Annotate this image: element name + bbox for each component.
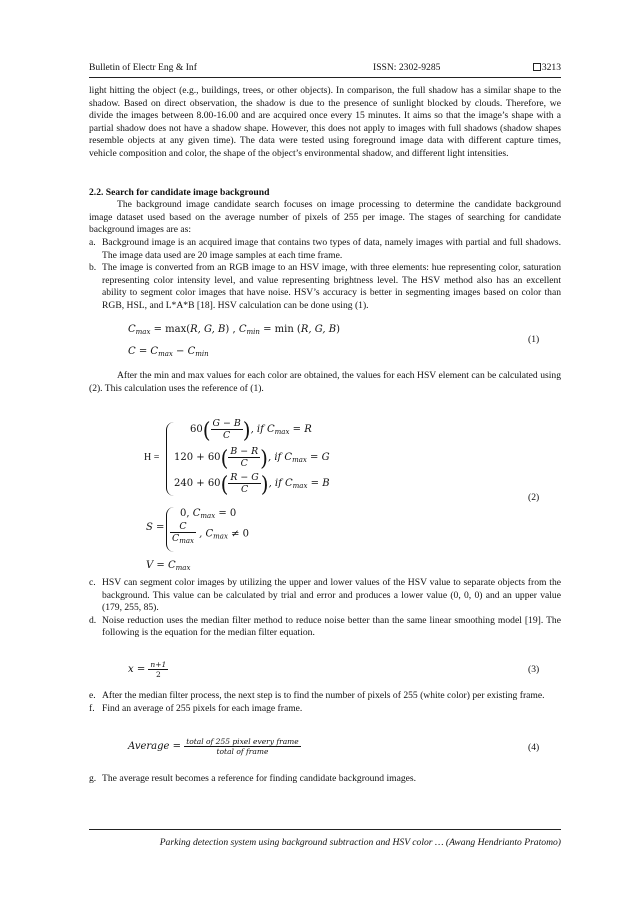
brace <box>166 422 174 496</box>
equation-2-s-lhs: S = <box>146 522 165 533</box>
list-item-text: The average result becomes a reference for finding candidate background images. <box>102 773 417 784</box>
equation-2-s-case-2: $\frac{C}{C_{max}}$ , $C_{max} \ne 0$ <box>172 521 250 545</box>
equation-1-line-1: $C_{max} = \max(R$, G, B) , $C_{min} = \min (R$, G, B) <box>128 324 340 336</box>
equation-2-s-case-1: 0, $C_{max} = 0$ <box>180 508 237 520</box>
equation-3-number: (3) <box>528 664 540 675</box>
equation-1-line-2: $C = C_{max} - C_{min}$ <box>128 346 209 358</box>
header-rule <box>89 77 561 78</box>
equation-2-number: (2) <box>528 492 540 503</box>
equation-4: Average = $\frac{\text{total of 255 pixel every frame}}{\text{total of frame}}$ <box>128 737 299 756</box>
equation-2-h-case-1: 60( $\frac{G - B}{C}$ ), if $C_{max} = R$ <box>190 416 312 443</box>
equation-2-v: $V = C_{max}$ <box>146 560 191 572</box>
issn: ISSN: 2302-9285 <box>373 62 441 73</box>
list-item <box>89 237 561 262</box>
list-item <box>89 262 561 312</box>
list-item-label: e. <box>89 690 96 701</box>
list-item-label: f. <box>89 702 95 714</box>
list-item-label: b. <box>89 262 97 274</box>
running-footer: Parking detection system using background subtraction and HSV color … (Awang Hendrianto Pratomo) <box>159 837 561 848</box>
list-item <box>89 690 561 703</box>
equation-1-number: (1) <box>528 334 540 345</box>
box-icon <box>533 63 541 71</box>
page-number <box>533 62 561 73</box>
equation-2-h-case-2: 120 + 60( $\frac{B - R}{C}$ ), if $C_{max} = G$ <box>174 444 330 471</box>
equation-4-numerator: total of 255 pixel every frame <box>186 737 299 746</box>
list-item-text: Background image is an acquired image that contains two types of data, namely images with partial and full shadows. The image data used are 20 image samples at each time frame. <box>102 237 561 261</box>
equation-2-h-case-3: 240 + 60( $\frac{R - G}{C}$ ), if $C_{max} = B$ <box>174 470 330 497</box>
list-item-text: Noise reduction uses the median filter method to reduce noise better than the same linear smoothing model [19]. The following is the equation for the median filter equation. <box>102 614 561 639</box>
list-g <box>89 773 561 786</box>
list-item <box>89 615 561 640</box>
list-item-text: HSV can segment color images by utilizing the upper and lower values of the HSV value to separate objects from the background. This value can be calculated by trial and error and produces a lower value (0, 0, 0) and an upper value (179, 255, 85). <box>102 577 561 614</box>
list-item-text: Find an average of 255 pixels for each image frame. <box>102 702 303 714</box>
equation-4-denominator: total of frame <box>216 747 269 756</box>
equation-2-h-lhs: H = <box>144 452 160 463</box>
list-item-label: g. <box>89 773 97 784</box>
equation-4-number: (4) <box>528 742 540 753</box>
list-cd <box>89 577 561 640</box>
list-item <box>89 773 561 786</box>
journal-name: Bulletin of Electr Eng & Inf <box>89 62 197 73</box>
equation-3: x = $\frac{n+1}{2}$ <box>128 660 167 679</box>
running-header <box>89 62 561 76</box>
list-item <box>89 577 561 615</box>
list-item-text: After the median filter process, the next step is to find the number of pixels of 255 (white color) per existing frame. <box>102 690 545 701</box>
list-ef <box>89 690 561 715</box>
list-item-text: The image is converted from an RGB image to an HSV image, with three elements: hue representing color, saturation representing color intensity level, and value representing brightness level. The HSV method also has an excellent ability to segment color images that have noise. HSV’s accuracy is better in segmenting images based on color than RGB, HSL, and L*A*B [18]. HSV calculation can be done using (1). <box>102 262 561 311</box>
list-item-label: a. <box>89 237 96 248</box>
list-ab <box>89 237 561 313</box>
footer-rule <box>89 829 561 830</box>
section-heading: 2.2. Search for candidate image background <box>89 187 270 198</box>
section-paragraph: The background image candidate search focuses on image processing to determine the candidate background image dataset used based on the average number of pixels of 255 per image. The stages of searching for candidate background images are as: <box>89 199 561 236</box>
paragraph-after-eq1: After the min and max values for each color are obtained, the values for each HSV element can be calculated using (2). This calculation uses the reference of (1). <box>89 370 561 394</box>
list-item <box>89 703 561 716</box>
intro-paragraph: light hitting the object (e.g., buildings, trees, or other objects). In comparison, the full shadow has a similar shape to the shadow. Based on direct observation, the shadow is due to the presence of sunlight blocked by clouds. Therefore, we divide the images between 8.00-16.00 and are acquired once every 15 minutes. It aims so that the image’s shape with a partial shadow does not have a shadow shape. However, this does not apply to images with full shadows (shadow shapes resemble objects at any given time). The data were tested using foreground image data with different capture times, vehicle composition and color, the shape of the object’s environmental shadow, and different light intensities. <box>89 85 561 159</box>
list-item-label: d. <box>89 614 97 626</box>
list-item-label: c. <box>89 577 96 588</box>
page-number-value: 3213 <box>541 62 561 73</box>
